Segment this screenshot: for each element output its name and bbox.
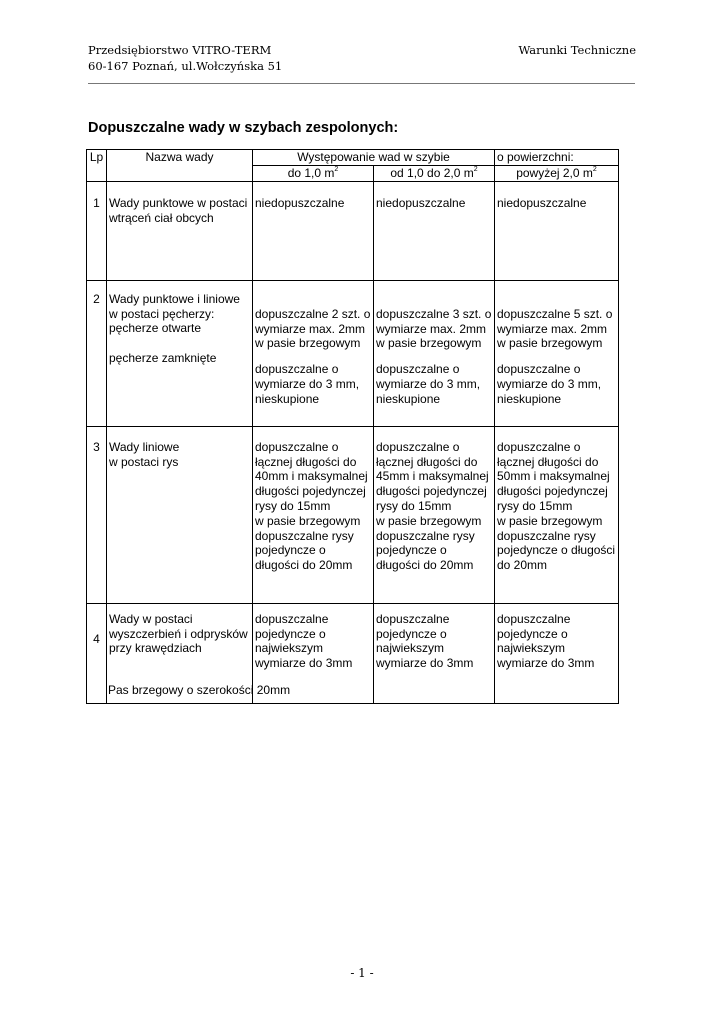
header-area-1: do 1,0 $m^2$ [253, 165, 374, 181]
row-cell: niedopuszczalne [374, 181, 495, 280]
row-cell: dopuszczalne 2 szt. o wymiarze max. 2mm w pasie brzegowym dopuszczalne o wymiarze do 3 mm, nieskupione [253, 280, 374, 426]
header-surface: o powierzchni: [495, 150, 619, 166]
row-lp: 1 [87, 181, 107, 280]
row-lp: 2 [87, 280, 107, 426]
header-area-3: powyżej 2,0 $m^2$ [495, 165, 619, 181]
row-name: Wady w postaci wyszczerbień i odprysków przy krawędziach [107, 603, 253, 703]
header-divider [88, 83, 635, 84]
table-footnote: Pas brzegowy o szerokości 20mm [108, 683, 291, 697]
table-row [87, 181, 619, 280]
page-number: - 1 - [350, 966, 374, 980]
row-cell: dopuszczalne o łącznej długości do 40mm i maksymalnej długości pojedynczej rysy do 15mm w pasie brzegowym dopuszczalne rysy pojedyncze o długości do 20mm [253, 426, 374, 603]
row-cell: dopuszczalne pojedyncze o najwiekszym wymiarze do 3mm [253, 603, 374, 703]
header-name: Nazwa wady [107, 150, 253, 182]
header-occurrence: Występowanie wad w szybie [253, 150, 495, 166]
row-name: Wady liniowe w postaci rys [107, 426, 253, 603]
table-header-row [87, 150, 619, 166]
row-lp: 3 [87, 426, 107, 603]
row-name: Wady punktowe w postaci wtrąceń ciał obcych [107, 181, 253, 280]
page-title: Dopuszczalne wady w szybach zespolonych: [88, 120, 399, 136]
row-cell: dopuszczalne pojedyncze o najwiekszym wymiarze do 3mm [495, 603, 619, 703]
header-lp: Lp [87, 150, 107, 182]
row-cell: niedopuszczalne [495, 181, 619, 280]
row-lp: 4 [87, 603, 107, 703]
row-cell: dopuszczalne o łącznej długości do 50mm i maksymalnej długości pojedynczej rysy do 15mm w pasie brzegowym dopuszczalne rysy pojedyncze o długości do 20mm [495, 426, 619, 603]
row-cell: dopuszczalne 3 szt. o wymiarze max. 2mm w pasie brzegowym dopuszczalne o wymiarze do 3 mm, nieskupione [374, 280, 495, 426]
defects-table [86, 149, 619, 704]
document-type: Warunki Techniczne [518, 43, 636, 57]
company-address: 60-167 Poznań, ul.Wołczyńska 51 [88, 59, 283, 73]
row-name: Wady punktowe i liniowe w postaci pęcherzy: pęcherze otwarte pęcherze zamknięte [107, 280, 253, 426]
row-cell: dopuszczalne pojedyncze o najwiekszym wymiarze do 3mm [374, 603, 495, 703]
header-left [88, 42, 282, 74]
row-cell: dopuszczalne 5 szt. o wymiarze max. 2mm w pasie brzegowym dopuszczalne o wymiarze do 3 mm, nieskupione [495, 280, 619, 426]
row-cell: dopuszczalne o łącznej długości do 45mm i maksymalnej długości pojedynczej rysy do 15mm w pasie brzegowym dopuszczalne rysy pojedyncze o długości do 20mm [374, 426, 495, 603]
company-name: Przedsiębiorstwo VITRO-TERM [88, 43, 272, 57]
table-row [87, 280, 619, 426]
header-area-2: od 1,0 do 2,0 $m^2$ [374, 165, 495, 181]
row-cell: niedopuszczalne [253, 181, 374, 280]
table-row [87, 426, 619, 603]
